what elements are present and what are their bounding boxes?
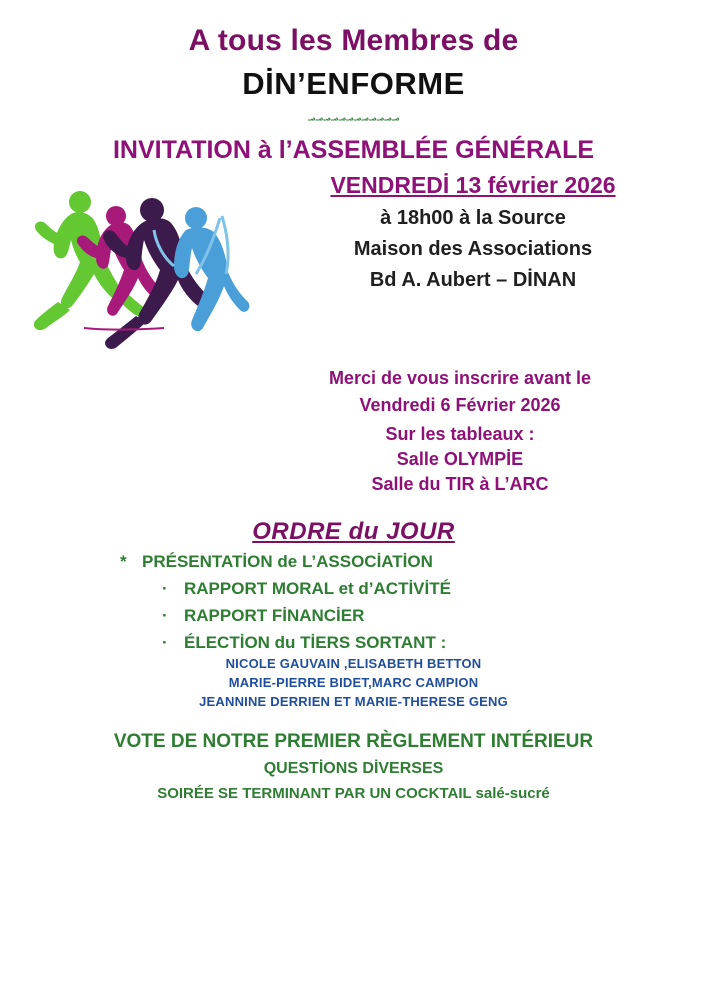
candidate-names-line: JEANNINE DERRIEN ET MARIE-THERESE GENG <box>199 694 508 709</box>
candidate-names-list <box>0 656 707 713</box>
agenda-bullet: · <box>162 633 168 652</box>
footer-cocktail-line: SOIRÉE SE TERMINANT PAR UN COCKTAIL salé-sucré <box>157 785 550 802</box>
agenda-item <box>120 552 640 572</box>
registration-boards-label: Sur les tableaux : <box>385 424 535 444</box>
invitation-heading: INVITATION à l’ASSEMBLÉE GÉNÉRALE <box>112 136 595 164</box>
event-date: VENDREDİ 13 février 2026 <box>330 172 616 198</box>
agenda-item <box>120 606 640 626</box>
registration-deadline: Vendredi 6 Février 2026 <box>359 395 561 415</box>
page-title-line1: A tous les Membres de <box>188 24 519 57</box>
footer-vote-line: VOTE DE NOTRE PREMIER RÈGLEMENT INTÉRIEUR <box>113 731 594 752</box>
ornament-divider: ؃؃؃؃؃؃؃؃؃؃؃؃ <box>307 108 400 123</box>
footer-block <box>0 731 707 802</box>
agenda-list <box>120 552 640 660</box>
agenda-item-label: RAPPORT FİNANCİER <box>184 606 365 625</box>
running-women-silhouettes-image <box>24 178 256 376</box>
registration-line1: Merci de vous inscrire avant le <box>328 368 592 388</box>
event-address: Bd A. Aubert – DİNAN <box>369 269 577 291</box>
page-title-line2: DİN’ENFORME <box>242 66 465 101</box>
agenda-item <box>120 633 640 653</box>
candidate-names-line: MARIE-PIERRE BIDET,MARC CAMPION <box>228 675 479 690</box>
event-info-block <box>258 172 688 300</box>
agenda-title: ORDRE du JOUR <box>252 518 455 545</box>
agenda-item-label: PRÉSENTATİON de L’ASSOCİATİON <box>142 552 433 571</box>
registration-room-olympie: Salle OLYMPİE <box>396 449 524 469</box>
footer-questions-line: QUESTİONS DİVERSES <box>263 760 444 777</box>
agenda-item <box>120 579 640 599</box>
agenda-item-label: RAPPORT MORAL et d’ACTİVİTÉ <box>184 579 451 598</box>
event-place: Maison des Associations <box>353 238 593 260</box>
agenda-bullet: * <box>120 552 127 571</box>
agenda-bullet: · <box>162 579 168 598</box>
registration-block <box>230 368 690 499</box>
candidate-names-line: NICOLE GAUVAIN ,ELISABETH BETTON <box>225 656 482 671</box>
agenda-item-label: ÉLECTİON du TİERS SORTANT : <box>184 633 447 652</box>
agenda-bullet: · <box>162 606 168 625</box>
registration-room-tir-arc: Salle du TIR à L’ARC <box>371 474 549 494</box>
event-hour: à 18h00 à la Source <box>380 207 566 229</box>
